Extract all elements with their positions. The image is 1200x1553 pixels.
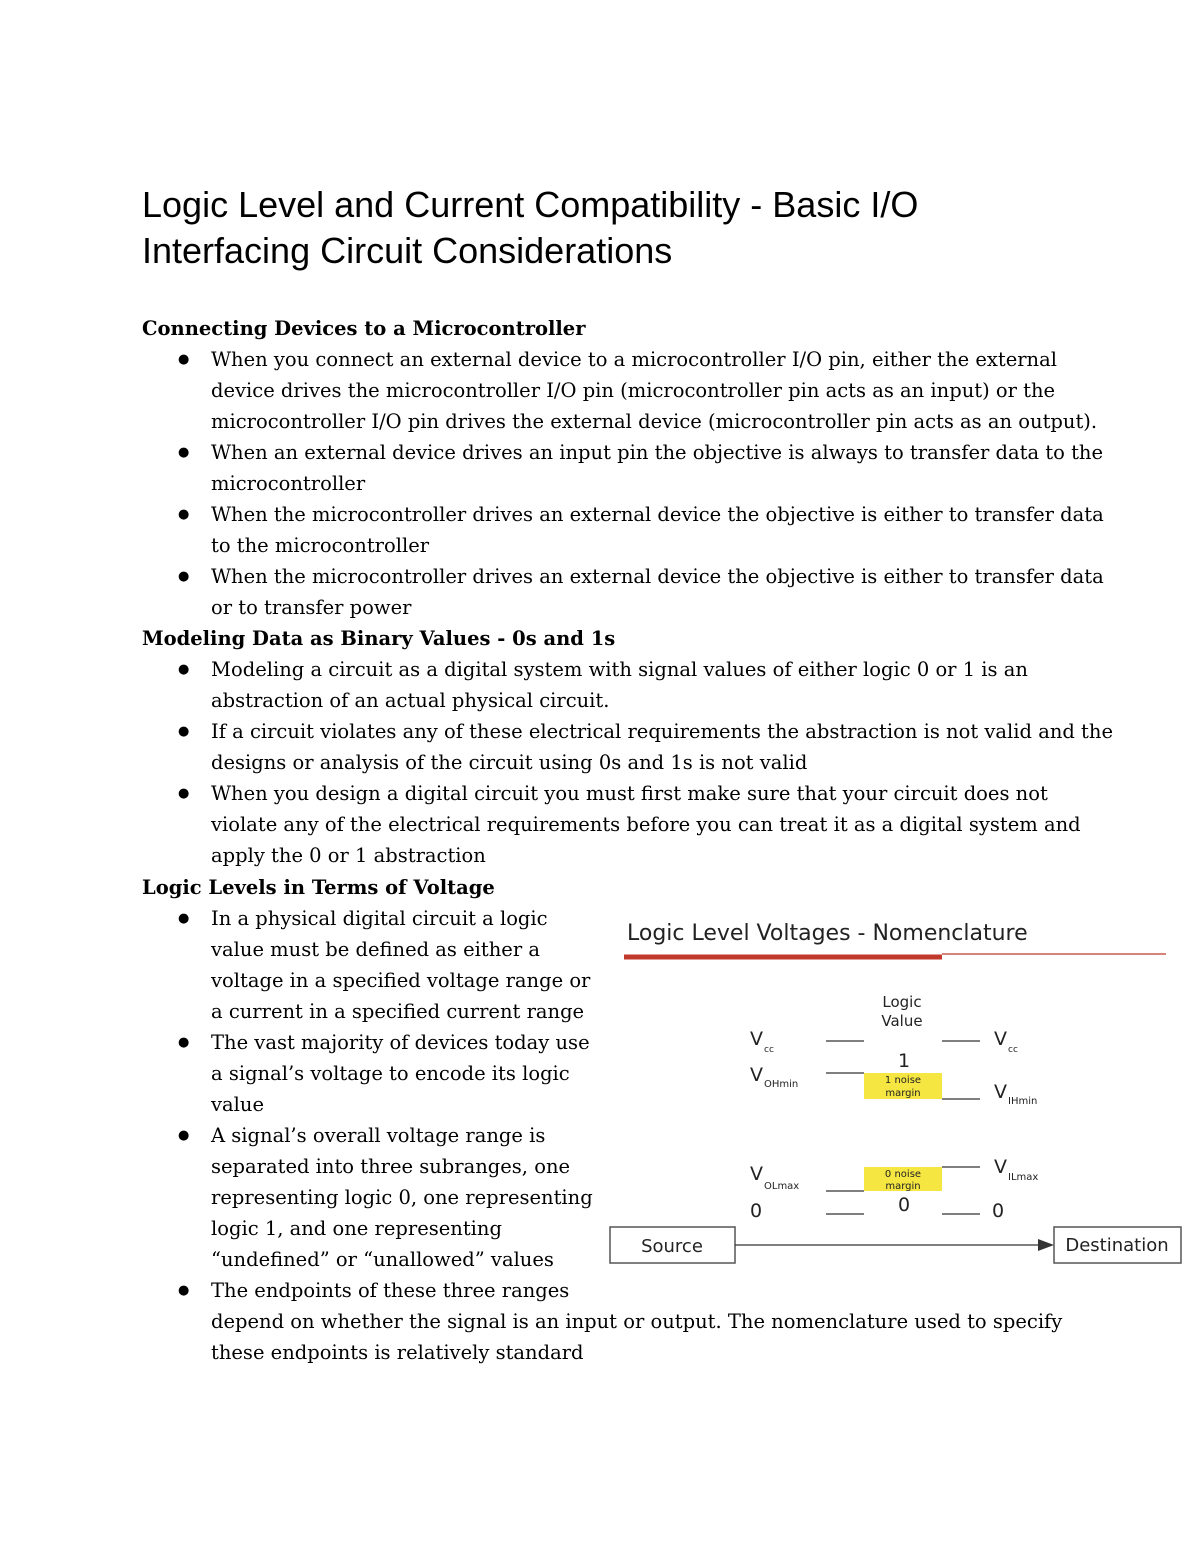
noise-margin-0-line2: margin	[885, 1181, 921, 1192]
list-item: ● The vast majority of devices today use a signal’s voltage to encode its logic value	[142, 1027, 1062, 1120]
vihmin-sub: IHmin	[1008, 1096, 1038, 1107]
vilmax-sub: ILmax	[1008, 1172, 1039, 1183]
list-item: ● When the microcontroller drives an external device the objective is either to transfer data to the microcontroller	[142, 499, 1104, 561]
list-item: ● In a physical digital circuit a logic value must be defined as either a voltage in a specified voltage range or a current in a specified current range	[142, 903, 1062, 1027]
list-item: ● If a circuit violates any of these electrical requirements the abstraction is not valid and the designs or analysis of the circuit using 0s and 1s is not valid	[142, 716, 1113, 778]
vcc-right-label: V	[994, 1028, 1007, 1050]
list-item: ● When the microcontroller drives an external device the objective is either to transfer data or to transfer power	[142, 561, 1104, 623]
list-item: ● When an external device drives an input pin the objective is always to transfer data to the microcontroller	[142, 437, 1104, 499]
list-item: ● A signal’s overall voltage range is separated into three subranges, one representing logic 0, one representing logic 1, and one representing “undefined” or “unallowed” values	[142, 1120, 1062, 1275]
bullet-list-modeling	[142, 654, 1113, 871]
logic-zero: 0	[897, 1194, 911, 1216]
page-title	[142, 182, 1102, 274]
figure-title: Logic Level Voltages - Nomenclature	[627, 921, 1028, 946]
section-heading-logic-levels: Logic Levels in Terms of Voltage	[142, 876, 495, 899]
logic-level-figure	[606, 905, 1186, 1270]
bullet-list-connecting	[142, 344, 1104, 623]
list-item: ● When you design a digital circuit you must first make sure that your circuit does not violate any of the electrical requirements before you can treat it as a digital system and apply the 0 or 1 abstraction	[142, 778, 1113, 871]
list-item: ● Modeling a circuit as a digital system with signal values of either logic 0 or 1 is an abstraction of an actual physical circuit.	[142, 654, 1113, 716]
zero-left-label: 0	[750, 1200, 763, 1222]
vilmax-label: V	[994, 1156, 1007, 1178]
noise-margin-1-line2: margin	[885, 1088, 921, 1099]
logic-label-line1: Logic	[882, 993, 922, 1011]
noise-margin-0-line1: 0 noise	[884, 1169, 922, 1180]
title-line-1: Logic Level and Current Compatibility - Basic I/O	[142, 184, 919, 225]
arrow-head-icon	[1038, 1239, 1054, 1251]
volmax-sub: OLmax	[764, 1181, 800, 1192]
source-label: Source	[641, 1236, 703, 1257]
destination-label: Destination	[1065, 1235, 1169, 1256]
logic-one: 1	[897, 1050, 911, 1072]
logic-level-diagram	[606, 905, 1186, 1270]
title-line-2: Interfacing Circuit Considerations	[142, 230, 673, 271]
vohmin-label: V	[750, 1064, 763, 1086]
section-heading-connecting: Connecting Devices to a Microcontroller	[142, 317, 586, 340]
vohmin-sub: OHmin	[764, 1079, 799, 1090]
volmax-label: V	[750, 1163, 763, 1185]
list-item: ● The endpoints of these three ranges depend on whether the signal is an input or output. The nomenclature used to specify these endpoints is relatively standard	[142, 1275, 1062, 1368]
section-heading-modeling: Modeling Data as Binary Values - 0s and 1s	[142, 627, 616, 650]
list-item: ● When you connect an external device to a microcontroller I/O pin, either the external device drives the microcontroller I/O pin (microcontroller pin acts as an input) or the microcontroller I/O pin drives the external device (microcontroller pin acts as an output).	[142, 344, 1104, 437]
noise-margin-1-line1: 1 noise	[884, 1075, 922, 1086]
logic-label-line2: Value	[881, 1012, 923, 1030]
vcc-left-label: V	[750, 1028, 763, 1050]
vcc-left-sub: cc	[764, 1045, 774, 1055]
vihmin-label: V	[994, 1081, 1007, 1103]
vcc-right-sub: cc	[1008, 1045, 1018, 1055]
zero-right-label: 0	[992, 1200, 1005, 1222]
